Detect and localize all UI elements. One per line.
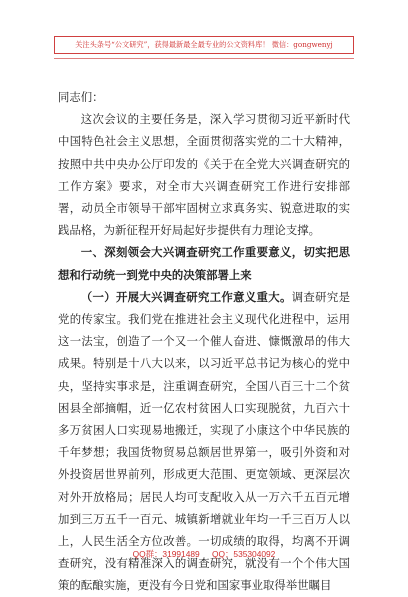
footer-qq: QQ：535304092 xyxy=(212,549,276,559)
header-divider xyxy=(54,58,354,59)
intro-paragraph: 这次会议的主要任务是，深入学习贯彻习近平新时代中国特色社会主义思想，全面贯彻落实党的二十大精神，按照中共中央办公厅印发的《关于在全党大兴调查研究的工作方案》要求，对全市大兴调查研究工作进行安排部署，动员全市领导干部牢固树立求真务实、锐意进取的实践品格，为新征程开好局起好步提供有力理论支撑。 xyxy=(58,112,350,238)
document-body xyxy=(58,86,350,597)
header-banner: 关注头条号“公文研究”，获得最新最全最专业的公文资料库！ 微信：gongwenyj xyxy=(54,36,354,54)
footer-contact xyxy=(0,548,408,564)
subsection-title-1: （一）开展大兴调查研究工作意义重大。 xyxy=(80,289,292,304)
subsection-text-1: 调查研究是党的传家宝。我们党在推进社会主义现代化进程中，运用这一法宝，创造了一个又一个催人奋进、慷慨激昂的伟大成果。特别是十八大以来，以习近平总书记为核心的党中央，坚持实事求是，注重调查研究，全国八百三十二个贫困县全部摘帽，近一亿农村贫困人口实现脱贫，九百六十多万贫困人口实现易地搬迁，实现了小康这个中华民族的千年梦想；我国货物贸易总额居世界第一，吸引外资和对外投资居世界前列，形成更大范围、更宽领域、更深层次对外开放格局；居民人均可支配收入从一万六千五百元增加到三万五千一百元、城镇新增就业年均一千三百万人以上，人民生活全方位改善。一切成绩的取得，均离不开调查研究，没有精准深入的调查研究，就没有一个个伟大国策的酝酿实施，更没有今日党和国家事业取得举世瞩目 xyxy=(58,289,350,593)
section-heading-1: 一、深刻领会大兴调查研究工作重要意义，切实把思想和行动统一到党中央的决策部署上来 xyxy=(58,245,350,282)
footer-qq-group: QQ群：31991489 xyxy=(132,549,200,559)
salutation: 同志们： xyxy=(58,90,104,104)
